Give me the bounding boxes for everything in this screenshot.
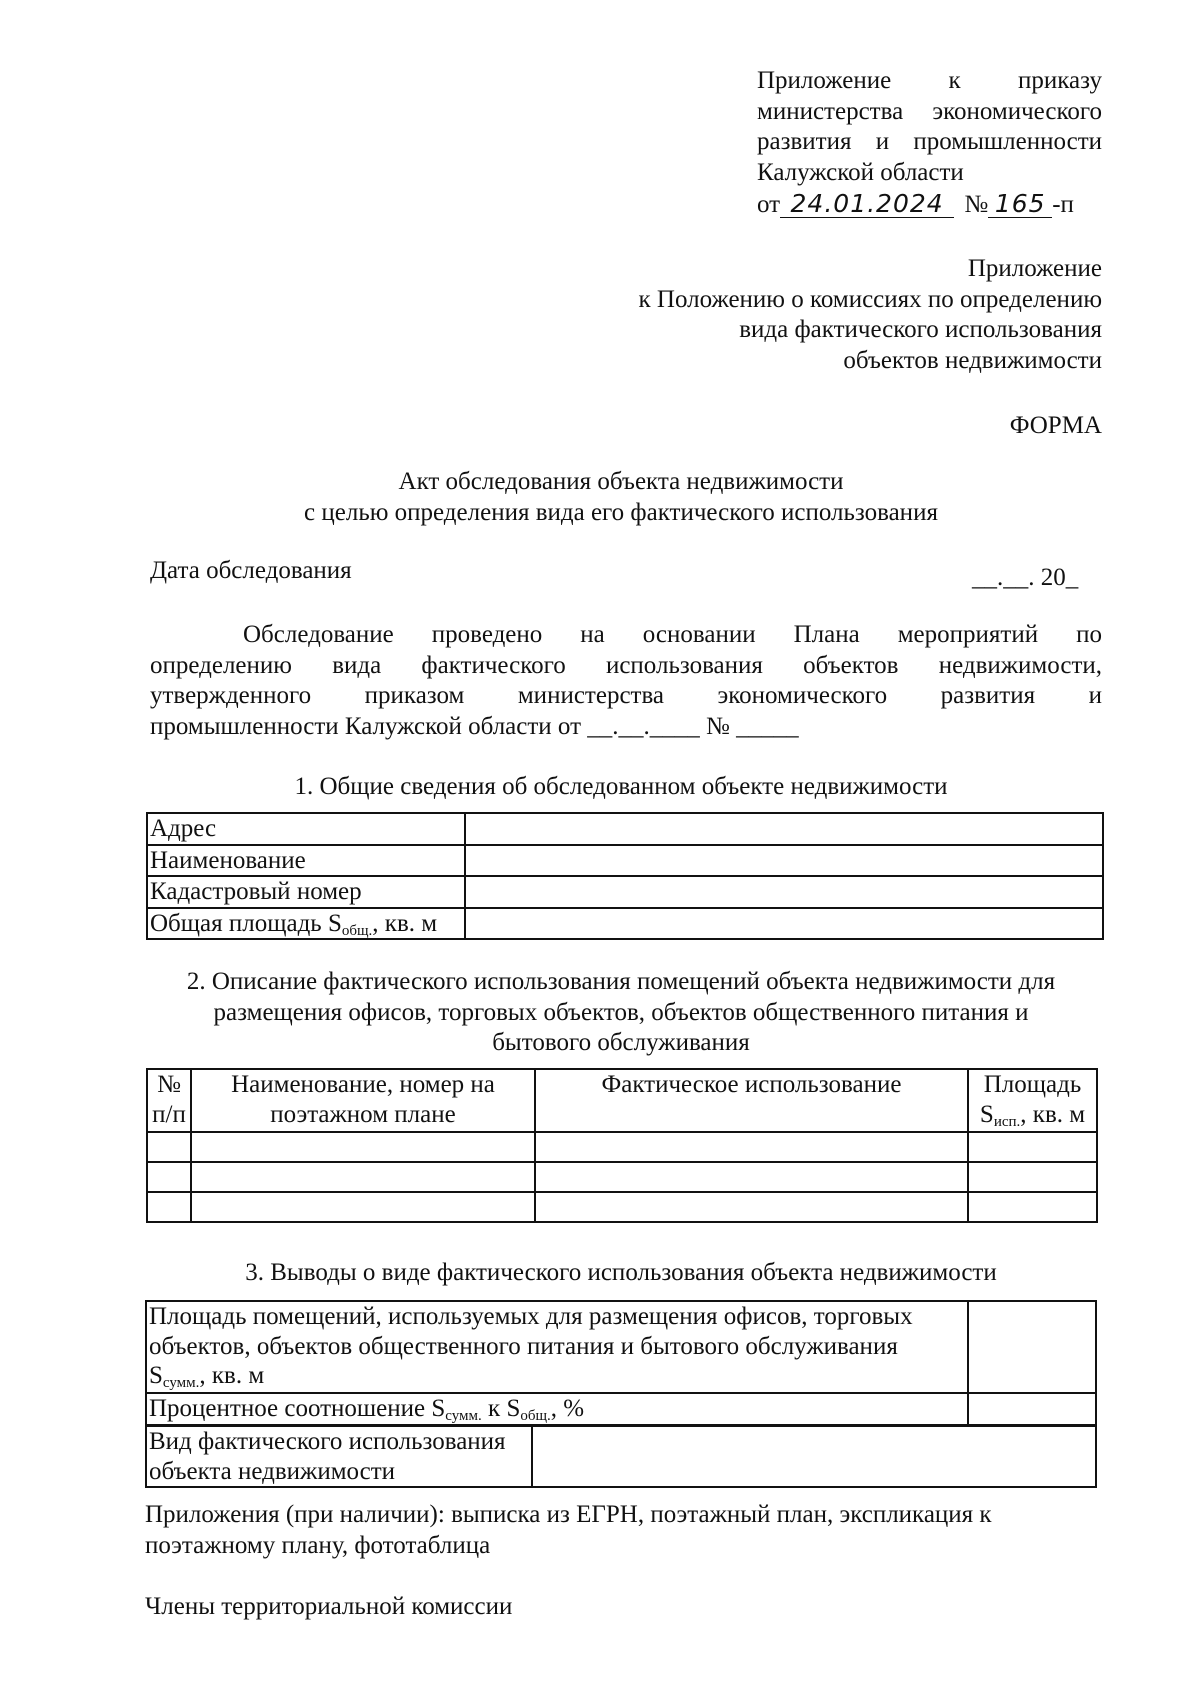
regulation-header — [560, 254, 1102, 376]
summed-area-unit: , кв. м — [199, 1362, 265, 1389]
order-header-line4: Калужской области — [757, 158, 964, 186]
order-header-line1 — [757, 66, 1102, 97]
usage-type-label-line2: объекта недвижимости — [149, 1457, 396, 1485]
row-number-cell[interactable] — [147, 1132, 191, 1162]
col-area-unit: , кв. м — [1020, 1100, 1086, 1128]
table-row — [147, 1132, 1097, 1162]
ratio-label-unit: , % — [550, 1395, 585, 1422]
order-header-line2: министерства экономического — [757, 97, 1102, 125]
summed-area-line3 — [149, 1361, 965, 1391]
row-number-cell[interactable] — [147, 1162, 191, 1192]
address-value-cell[interactable] — [465, 813, 1103, 845]
section2-table — [146, 1068, 1098, 1223]
attachments-line2: поэтажному плану, фототаблица — [145, 1531, 491, 1559]
summed-area-row — [146, 1301, 1096, 1393]
row-name-cell[interactable] — [191, 1162, 535, 1192]
basis-line3: утвержденного приказом министерства экономического развития и — [150, 682, 1102, 709]
ratio-subscript-summed: сумм. — [445, 1408, 482, 1424]
ratio-row — [146, 1393, 1096, 1425]
attachments — [145, 1500, 1105, 1561]
order-date-handwritten: 24.01.2024 — [780, 191, 954, 218]
order-header — [757, 66, 1102, 221]
section1-row-total-area — [147, 908, 1103, 940]
section1-title: 1. Общие сведения об обследованном объекте недвижимости — [294, 773, 948, 800]
order-number-suffix: -п — [1052, 191, 1074, 218]
total-area-label-text: Общая площадь S — [150, 909, 342, 937]
inspection-date-value: __.__. 20_ — [972, 564, 1079, 591]
summed-area-line1: Площадь помещений, используемых для размещения офисов, торговых — [149, 1303, 913, 1330]
row-area-cell[interactable] — [968, 1132, 1097, 1162]
col-area-header-line2 — [971, 1100, 1094, 1130]
act-title — [140, 467, 1102, 528]
row-usage-cell[interactable] — [535, 1132, 968, 1162]
table-row — [147, 1162, 1097, 1192]
order-header-to: к — [948, 67, 961, 94]
col-name-header — [191, 1069, 535, 1132]
name-value-cell[interactable] — [465, 845, 1103, 877]
section1-row-cadastral — [147, 876, 1103, 908]
order-header-date-line — [757, 190, 1102, 221]
section1-row-name — [147, 845, 1103, 877]
col-name-header-line1: Наименование, номер на — [231, 1071, 495, 1098]
order-header-development: развития — [757, 128, 852, 155]
ratio-label — [146, 1393, 968, 1425]
ratio-label-mid: к S — [481, 1395, 521, 1422]
summed-area-s: S — [149, 1362, 163, 1389]
total-area-unit: , кв. м — [372, 909, 438, 937]
summed-area-line2: объектов, объектов общественного питания и бытового обслуживания — [149, 1332, 898, 1360]
address-label: Адрес — [147, 813, 465, 845]
usage-type-label-line1: Вид фактического использования — [149, 1428, 506, 1455]
col-number-header-line1: № — [157, 1071, 181, 1098]
act-title-line2: с целью определения вида его фактического использования — [304, 498, 938, 526]
section2-title — [140, 967, 1102, 1059]
col-area-header-line1: Площадь — [983, 1071, 1082, 1098]
regulation-header-line3: вида фактического использования — [739, 316, 1102, 343]
order-number-handwritten: 165 — [988, 191, 1052, 218]
section2-title-line2: размещения офисов, торговых объектов, объектов общественного питания и — [213, 998, 1029, 1026]
order-header-and: и — [875, 128, 890, 155]
summed-area-label — [146, 1301, 968, 1393]
regulation-header-line1: Приложение — [967, 255, 1102, 282]
total-area-label — [147, 908, 465, 940]
form-label: ФОРМА — [1009, 412, 1102, 439]
order-header-order: приказу — [1018, 67, 1103, 94]
col-area-subscript: исп. — [993, 1113, 1021, 1130]
regulation-header-line2: к Положению о комиссиях по определению — [638, 285, 1102, 313]
cadastral-number-label: Кадастровый номер — [147, 876, 465, 908]
regulation-header-line4: объектов недвижимости — [843, 346, 1102, 374]
total-area-value-cell[interactable] — [465, 908, 1103, 940]
ratio-subscript-total: общ. — [520, 1408, 551, 1424]
attachments-line1: Приложения (при наличии): выписка из ЕГРН, поэтажный план, экспликация к — [145, 1501, 992, 1528]
section3-usage-table — [145, 1425, 1097, 1488]
section1-table — [146, 812, 1104, 940]
commission-label: Члены территориальной комиссии — [145, 1593, 513, 1620]
col-name-header-line2: поэтажном плане — [270, 1100, 456, 1128]
usage-type-label — [146, 1426, 532, 1487]
col-area-s: S — [979, 1100, 994, 1128]
order-number-prefix: № — [964, 191, 989, 218]
basis-line2: определению вида фактического использования объектов недвижимости, — [150, 651, 1102, 679]
inspection-date-label: Дата обследования — [150, 557, 352, 584]
basis-paragraph — [150, 620, 1102, 742]
section2-header-row — [147, 1069, 1097, 1132]
col-number-header — [147, 1069, 191, 1132]
order-date-prefix: от — [757, 191, 781, 218]
row-number-cell[interactable] — [147, 1192, 191, 1222]
summed-area-value-cell[interactable] — [968, 1301, 1096, 1393]
basis-line1: Обследование проведено на основании Плана мероприятий по — [243, 621, 1102, 648]
summed-area-subscript: сумм. — [162, 1375, 200, 1391]
usage-type-row — [146, 1426, 1096, 1487]
basis-line4: промышленности Калужской области от __.__.____ № _____ — [150, 712, 799, 740]
usage-type-value-cell[interactable] — [532, 1426, 1096, 1487]
cadastral-number-value-cell[interactable] — [465, 876, 1103, 908]
order-header-line3 — [757, 127, 1102, 158]
row-area-cell[interactable] — [968, 1192, 1097, 1222]
order-header-appendix: Приложение — [757, 67, 892, 94]
ratio-value-cell[interactable] — [968, 1393, 1096, 1425]
row-name-cell[interactable] — [191, 1132, 535, 1162]
order-header-industry: промышленности — [913, 128, 1103, 155]
row-area-cell[interactable] — [968, 1162, 1097, 1192]
section2-title-line1: 2. Описание фактического использования помещений объекта недвижимости для — [186, 968, 1056, 995]
col-number-header-line2: п/п — [152, 1100, 186, 1128]
name-label: Наименование — [147, 845, 465, 877]
total-area-subscript: общ. — [341, 922, 373, 939]
col-usage-header: Фактическое использование — [535, 1069, 968, 1132]
section1-row-address — [147, 813, 1103, 845]
row-usage-cell[interactable] — [535, 1162, 968, 1192]
row-usage-cell[interactable] — [535, 1192, 968, 1222]
col-area-header — [968, 1069, 1097, 1132]
row-name-cell[interactable] — [191, 1192, 535, 1222]
table-row — [147, 1192, 1097, 1222]
section3-title: 3. Выводы о виде фактического использования объекта недвижимости — [245, 1259, 997, 1286]
section2-title-line3: бытового обслуживания — [492, 1029, 750, 1056]
act-title-line1: Акт обследования объекта недвижимости — [398, 468, 844, 495]
section3-summary-table — [145, 1300, 1097, 1426]
ratio-label-prefix: Процентное соотношение S — [149, 1395, 446, 1422]
